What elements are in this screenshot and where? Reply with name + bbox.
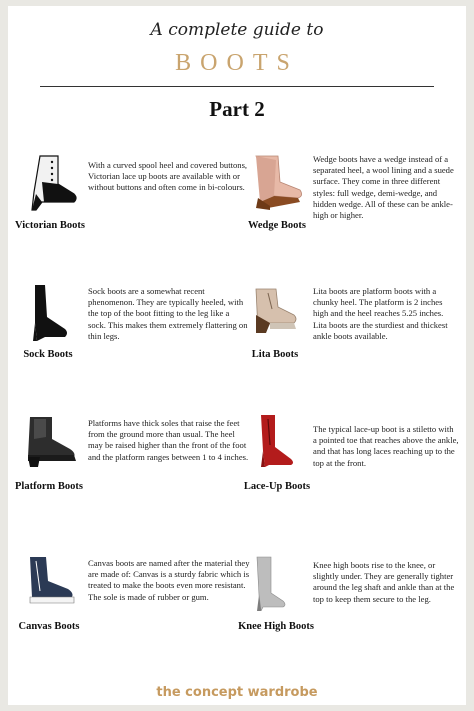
boot-description: Knee high boots rise to the knee, or slightly under. They are generally tighter around the leg shaft and ankle than at the top to keep them secure to the leg. [313,560,455,604]
platform-boot-illustration [22,415,80,467]
boot-name: Lita Boots [251,349,299,360]
boot-name: Platform Boots [15,481,83,492]
boot-name: Knee High Boots [238,621,314,632]
script-title: A complete guide to [150,20,324,40]
title-divider [40,86,434,87]
boot-description: With a curved spool heel and covered buttons, Victorian lace up boots are available with or without buttons and often come in bi-colours. [88,160,248,193]
wedge-boot-illustration [248,152,306,212]
victorian-boot-illustration [22,152,82,212]
boot-name: Lace-Up Boots [243,481,311,492]
brand-footer: the concept wardrobe [156,685,318,700]
part-heading: Part 2 [209,97,265,121]
boot-name: Sock Boots [23,349,73,360]
boot-name: Victorian Boots [15,220,85,231]
canvas-boot-illustration [22,555,78,607]
boot-name: Wedge Boots [247,220,307,231]
lita-boot-illustration [250,285,300,335]
knee-high-boot-illustration [253,555,289,611]
boot-description: Canvas boots are named after the material they are made of: Canvas is a sturdy fabric which is treated to make the boots even more resistant. The sole is made of rubber or gum. [88,558,250,602]
boot-description: Wedge boots have a wedge instead of a separated heel, a wool lining and a suede surface. They come in three different styles: full wedge, demi-wedge, and hidden wedge. All of these can be ankle-high or higher. [313,154,454,221]
boot-description: Lita boots are platform boots with a chunky heel. The platform is 2 inches high and the heel reaches 5.25 inches. Lita boots are the sturdiest and thickest ankle boots available. [313,286,448,341]
boot-description: The typical lace-up boot is a stiletto with a pointed toe that reaches above the ankle, and that has long laces reaching up to the top at the front. [313,424,459,468]
boot-description: Sock boots are a somewhat recent phenomenon. They are typically heeled, with the top of the boot fitting to the leg like a sock. This makes them extremely flattering on thin legs. [88,286,248,341]
sock-boot-illustration [25,283,75,341]
boot-description: Platforms have thick soles that raise the feet from the ground more than usual. The heel may be raised higher than the front of the foot and the platform ranges between 1 to 4 inches. [88,418,249,462]
main-title: BOOTS [175,50,299,76]
boot-name: Canvas Boots [18,621,80,632]
lace-up-boot-illustration [255,413,299,467]
